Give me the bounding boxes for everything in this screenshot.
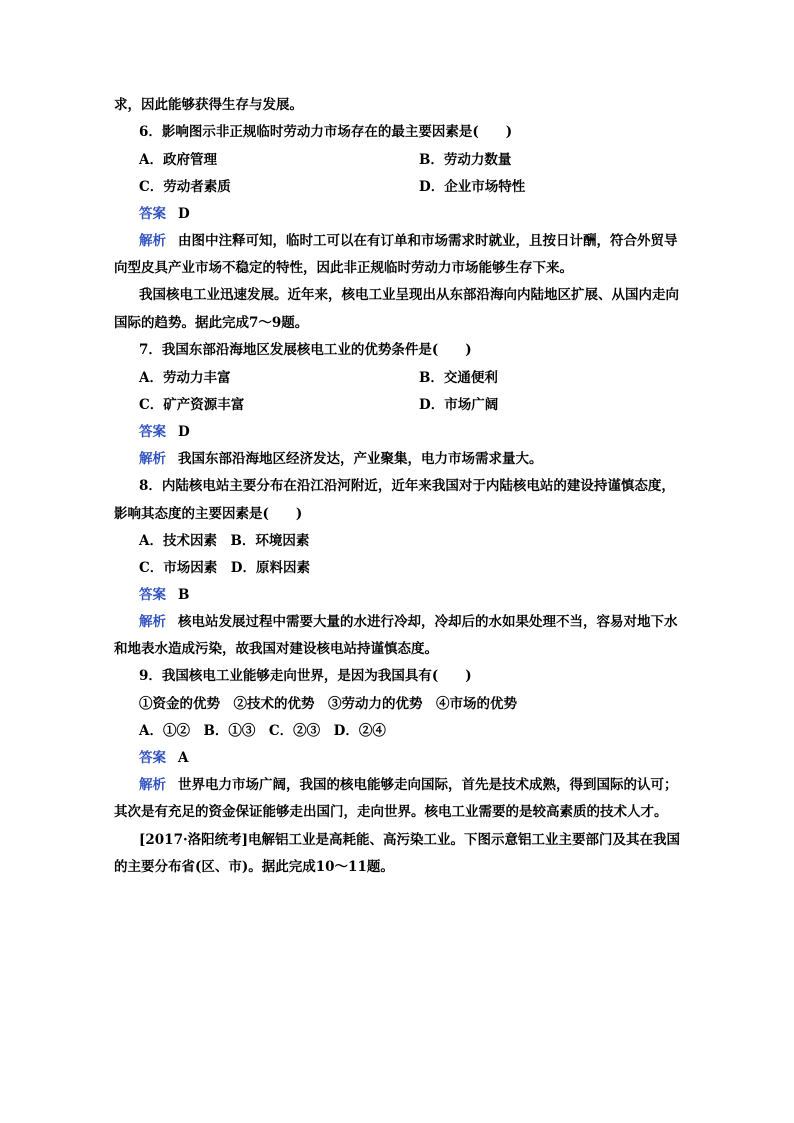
analysis-label: 解析 [139, 777, 166, 793]
q6-option-b: B．劳动力数量 [419, 152, 512, 168]
passage2-line1: 我国核电工业迅速发展。近年来，核电工业呈现出从东部沿海向内陆地区扩展、从国内走向 [139, 287, 679, 303]
passage3-line1: [2017·洛阳统考]电解铝工业是高耗能、高污染工业。下图示意铝工业主要部门及其在我国 [139, 832, 681, 848]
q9-stem: 9．我国核电工业能够走向世界，是因为我国具有( ) [139, 668, 472, 684]
q7-option-b: B．交通便利 [419, 370, 498, 386]
q6-analysis-continued: 向型皮具产业市场不稳定的特性，因此非正规临时劳动力市场能够生存下来。 [114, 260, 573, 276]
q9-options: A．①② B．①③ C．②③ D．②④ [139, 723, 386, 739]
q8-analysis-row [139, 613, 678, 631]
q7-option-c: C．矿产资源丰富 [139, 397, 245, 413]
q7-stem: 7．我国东部沿海地区发展核电工业的优势条件是( ) [139, 342, 472, 358]
q9-analysis-row [139, 776, 678, 794]
q7-option-a: A．劳动力丰富 [139, 370, 231, 386]
answer-label: 答案 [139, 587, 166, 603]
q6-option-c: C．劳动者素质 [139, 179, 231, 195]
q6-answer-value: D [178, 206, 190, 222]
q8-answer-row [139, 586, 189, 604]
answer-label: 答案 [139, 206, 166, 222]
q8-options-cd: C．市场因素 D．原料因素 [139, 560, 310, 576]
q7-answer-value: D [178, 424, 190, 440]
q6-option-a: A．政府管理 [139, 152, 217, 168]
q9-answer-value: A [178, 750, 189, 766]
q6-analysis-row [139, 232, 678, 250]
intro-tail-text: 求，因此能够获得生存与发展。 [114, 97, 303, 113]
q9-items: ①资金的优势 ②技术的优势 ③劳动力的优势 ④市场的优势 [139, 696, 517, 712]
analysis-label: 解析 [139, 451, 166, 467]
q7-answer-row [139, 423, 190, 441]
q6-analysis-text: 由图中注释可知，临时工可以在有订单和市场需求时就业，且按日计酬，符合外贸导 [178, 233, 678, 249]
q6-answer-row [139, 205, 190, 223]
q9-analysis-text: 世界电力市场广阔，我国的核电能够走向国际，首先是技术成熟，得到国际的认可； [178, 777, 678, 793]
q8-analysis-continued: 和地表水造成污染，故我国对建设核电站持谨慎态度。 [114, 641, 438, 657]
q8-options-ab: A．技术因素 B．环境因素 [139, 533, 310, 549]
q7-analysis-row [139, 450, 543, 468]
q8-analysis-text: 核电站发展过程中需要大量的水进行冷却，冷却后的水如果处理不当，容易对地下水 [178, 614, 678, 630]
answer-label: 答案 [139, 424, 166, 440]
analysis-label: 解析 [139, 233, 166, 249]
q7-analysis-text: 我国东部沿海地区经济发达，产业聚集，电力市场需求量大。 [178, 451, 543, 467]
q8-answer-value: B [178, 587, 190, 603]
passage3-line2: 的主要分布省(区、市)。据此完成10～11题。 [114, 859, 394, 875]
q7-option-d: D．市场广阔 [419, 397, 499, 413]
passage2-line2: 国际的趋势。据此完成7～9题。 [114, 315, 309, 331]
q9-answer-row [139, 749, 188, 767]
analysis-label: 解析 [139, 614, 166, 630]
q8-stem-line2: 影响其态度的主要因素是( ) [114, 506, 303, 522]
answer-label: 答案 [139, 750, 166, 766]
q9-analysis-continued: 其次是有充足的资金保证能够走出国门，走向世界。核电工业需要的是较高素质的技术人才。 [114, 804, 668, 820]
q6-stem: 6．影响图示非正规临时劳动力市场存在的最主要因素是( ) [139, 124, 513, 140]
q6-option-d: D．企业市场特性 [419, 179, 526, 195]
q8-stem-line1: 8．内陆核电站主要分布在沿江沿河附近，近年来我国对于内陆核电站的建设持谨慎态度， [139, 478, 675, 494]
